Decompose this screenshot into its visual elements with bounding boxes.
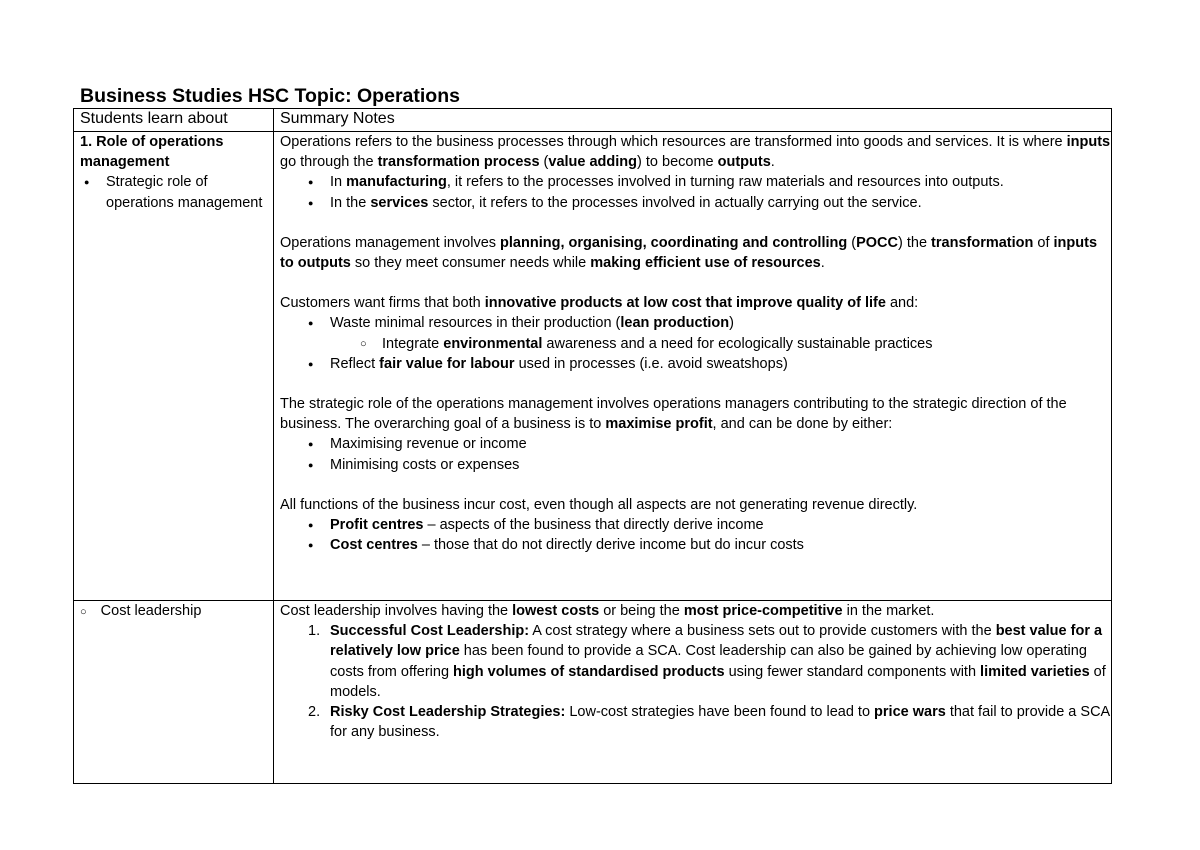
list-item <box>280 702 1111 742</box>
list-item: ● Cost centres – those that do not directly derive income but do incur costs <box>280 535 1111 555</box>
notes-paragraph: Cost leadership involves having the lowest costs or being the most price-competitive in the market. <box>280 603 935 619</box>
notes-paragraph: Operations management involves planning, organising, coordinating and controlling (POCC) the transformation of inputs to outputs so they meet consumer needs while making efficient use of resources. <box>280 234 1098 272</box>
subtopic-label: Cost leadership <box>100 603 202 619</box>
list-item: ● Maximising revenue or income <box>280 434 1111 454</box>
notes-bullet-list <box>280 172 1111 212</box>
table-header-row <box>74 109 1112 132</box>
notes-paragraph: The strategic role of the operations management involves operations managers contributing to the strategic direction of the business. The overarching goal of a business is to maximise profit, and can be done by either: <box>280 396 1067 433</box>
list-item: ● Waste minimal resources in their production (lean production) <box>280 313 1111 333</box>
list-item-text: Risky Cost Leadership Strategies: Low-cost strategies have been found to lead to price wars that fail to provide a SCA for any business. <box>330 704 1110 741</box>
list-item-text: Successful Cost Leadership: A cost strategy where a business sets out to provide customers with the best value for a relatively low price has been found to provide a SCA. Cost leadership can also be gained by achieving low operating costs from offering high volumes of standardised products using fewer standard components with limited varieties of models. <box>330 623 1106 700</box>
notes-bullet-list <box>280 313 1111 333</box>
notes-bullet-list <box>280 515 1111 555</box>
subtopic-item: ● Strategic role of operations management <box>80 172 273 212</box>
topic-heading: 1. Role of operations management <box>80 134 224 171</box>
document-title: Business Studies HSC Topic: Operations <box>80 85 460 107</box>
list-item: ● In the services sector, it refers to the processes involved in actually carrying out the service. <box>280 193 1111 213</box>
list-item: ● Reflect fair value for labour used in processes (i.e. avoid sweatshops) <box>280 354 1111 374</box>
notes-paragraph: All functions of the business incur cost, even though all aspects are not generating revenue directly. <box>280 496 918 513</box>
sub-bullet-icon: ○ <box>80 606 87 618</box>
table-row <box>74 132 1112 601</box>
list-item: ● Minimising costs or expenses <box>280 455 1111 475</box>
list-item: ○ Integrate environmental awareness and a need for ecologically sustainable practices <box>280 334 1111 354</box>
notes-paragraph: Customers want firms that both innovative products at low cost that improve quality of life and: <box>280 295 919 312</box>
list-number: 1. <box>308 623 321 640</box>
table-row <box>74 601 1112 784</box>
notes-bullet-list <box>280 434 1111 474</box>
list-number: 2. <box>308 704 321 721</box>
list-item <box>280 621 1111 702</box>
header-students-learn-about: Students learn about <box>74 109 274 132</box>
notes-bullet-list <box>280 354 1111 374</box>
list-item: ● Profit centres – aspects of the business that directly derive income <box>280 515 1111 535</box>
topic-subtopics <box>80 172 273 212</box>
notes-cell <box>274 601 1112 784</box>
header-summary-notes: Summary Notes <box>274 109 1112 132</box>
operations-notes-table <box>73 108 1112 784</box>
notes-cell <box>274 132 1112 601</box>
topic-cell <box>74 132 274 601</box>
notes-numbered-list <box>280 621 1111 742</box>
notes-sub-bullet-list <box>280 334 1111 354</box>
list-item: ● In manufacturing, it refers to the processes involved in turning raw materials and resources into outputs. <box>280 172 1111 192</box>
topic-cell <box>74 601 274 784</box>
notes-paragraph: Operations refers to the business processes through which resources are transformed into goods and services. It is where inputs go through the transformation process (value adding) to become outputs. <box>280 134 1111 171</box>
